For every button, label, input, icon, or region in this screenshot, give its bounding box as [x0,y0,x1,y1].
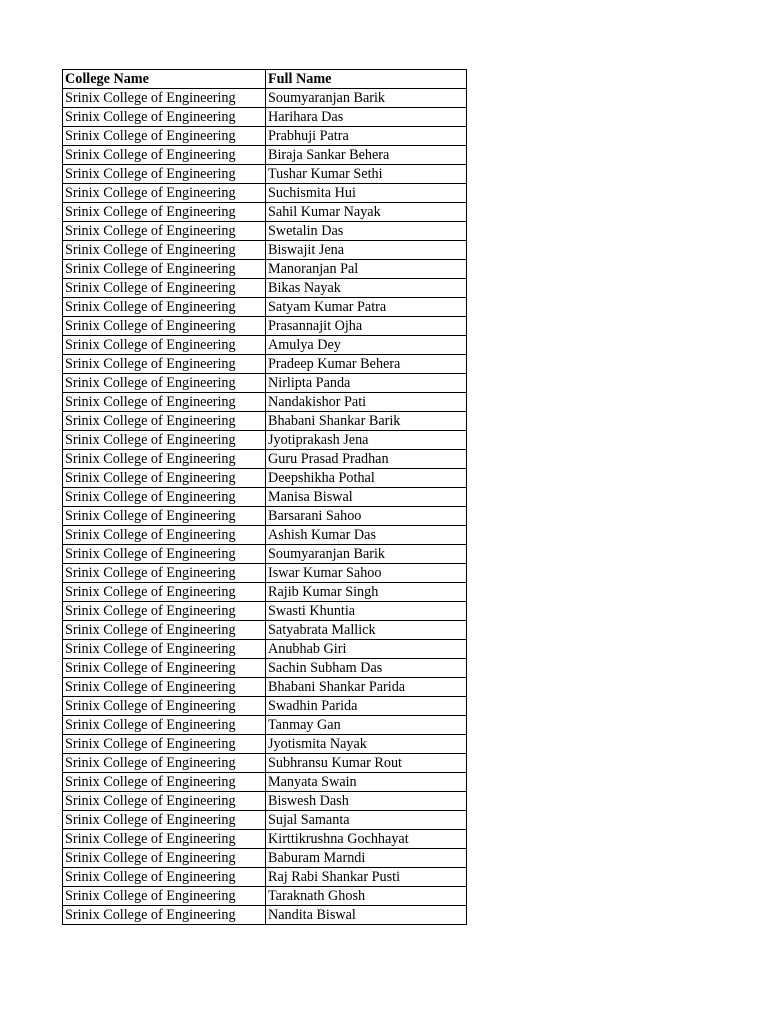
table-header-row [63,70,467,89]
full-name-cell: Satyam Kumar Patra [266,298,467,317]
full-name-cell: Satyabrata Mallick [266,621,467,640]
college-name-cell: Srinix College of Engineering [63,868,266,887]
table-row [63,906,467,925]
full-name-cell: Jyotiprakash Jena [266,431,467,450]
table-row [63,716,467,735]
full-name-cell: Barsarani Sahoo [266,507,467,526]
full-name-cell: Raj Rabi Shankar Pusti [266,868,467,887]
college-name-cell: Srinix College of Engineering [63,507,266,526]
table-row [63,108,467,127]
table-row [63,526,467,545]
full-name-cell: Anubhab Giri [266,640,467,659]
full-name-cell: Bhabani Shankar Parida [266,678,467,697]
full-name-cell: Harihara Das [266,108,467,127]
full-name-cell: Kirttikrushna Gochhayat [266,830,467,849]
full-name-cell: Soumyaranjan Barik [266,545,467,564]
table-row [63,697,467,716]
table-row [63,830,467,849]
college-name-cell: Srinix College of Engineering [63,431,266,450]
college-name-cell: Srinix College of Engineering [63,735,266,754]
college-name-cell: Srinix College of Engineering [63,526,266,545]
full-name-cell: Ashish Kumar Das [266,526,467,545]
table-row [63,431,467,450]
table-row [63,450,467,469]
full-name-cell: Rajib Kumar Singh [266,583,467,602]
college-name-cell: Srinix College of Engineering [63,488,266,507]
full-name-cell: Manyata Swain [266,773,467,792]
full-name-cell: Amulya Dey [266,336,467,355]
college-name-cell: Srinix College of Engineering [63,545,266,564]
college-name-cell: Srinix College of Engineering [63,184,266,203]
college-name-cell: Srinix College of Engineering [63,887,266,906]
full-name-cell: Baburam Marndi [266,849,467,868]
college-name-cell: Srinix College of Engineering [63,412,266,431]
full-name-cell: Manisa Biswal [266,488,467,507]
college-name-cell: Srinix College of Engineering [63,906,266,925]
table-row [63,602,467,621]
full-name-cell: Iswar Kumar Sahoo [266,564,467,583]
table-row [63,127,467,146]
table-row [63,564,467,583]
college-name-cell: Srinix College of Engineering [63,127,266,146]
college-name-cell: Srinix College of Engineering [63,165,266,184]
full-name-cell: Sahil Kumar Nayak [266,203,467,222]
college-name-cell: Srinix College of Engineering [63,830,266,849]
full-name-cell: Bikas Nayak [266,279,467,298]
table-row [63,735,467,754]
full-name-cell: Prasannajit Ojha [266,317,467,336]
full-name-cell: Swasti Khuntia [266,602,467,621]
table-row [63,792,467,811]
full-name-cell: Biswesh Dash [266,792,467,811]
college-name-cell: Srinix College of Engineering [63,279,266,298]
college-name-cell: Srinix College of Engineering [63,564,266,583]
table-row [63,678,467,697]
table-row [63,89,467,108]
college-name-cell: Srinix College of Engineering [63,773,266,792]
table-row [63,887,467,906]
table-row [63,412,467,431]
college-name-cell: Srinix College of Engineering [63,355,266,374]
full-name-cell: Nirlipta Panda [266,374,467,393]
full-name-cell: Taraknath Ghosh [266,887,467,906]
table-row [63,545,467,564]
college-name-cell: Srinix College of Engineering [63,374,266,393]
college-name-cell: Srinix College of Engineering [63,583,266,602]
college-name-cell: Srinix College of Engineering [63,222,266,241]
college-name-header: College Name [63,70,266,89]
full-name-cell: Biswajit Jena [266,241,467,260]
full-name-cell: Soumyaranjan Barik [266,89,467,108]
full-name-cell: Pradeep Kumar Behera [266,355,467,374]
table-row [63,621,467,640]
full-name-cell: Nandakishor Pati [266,393,467,412]
full-name-cell: Tushar Kumar Sethi [266,165,467,184]
full-name-cell: Biraja Sankar Behera [266,146,467,165]
table-row [63,374,467,393]
full-name-cell: Tanmay Gan [266,716,467,735]
full-name-cell: Guru Prasad Pradhan [266,450,467,469]
table-row [63,165,467,184]
full-name-cell: Deepshikha Pothal [266,469,467,488]
college-name-cell: Srinix College of Engineering [63,241,266,260]
table-row [63,355,467,374]
table-row [63,146,467,165]
table-row [63,469,467,488]
table-row [63,488,467,507]
college-name-cell: Srinix College of Engineering [63,621,266,640]
table-row [63,754,467,773]
table-row [63,336,467,355]
college-name-cell: Srinix College of Engineering [63,849,266,868]
full-name-cell: Sujal Samanta [266,811,467,830]
college-name-cell: Srinix College of Engineering [63,146,266,165]
student-table [62,69,467,925]
table-row [63,773,467,792]
college-name-cell: Srinix College of Engineering [63,716,266,735]
table-row [63,507,467,526]
college-name-cell: Srinix College of Engineering [63,108,266,127]
college-name-cell: Srinix College of Engineering [63,203,266,222]
college-name-cell: Srinix College of Engineering [63,754,266,773]
full-name-cell: Bhabani Shankar Barik [266,412,467,431]
full-name-cell: Nandita Biswal [266,906,467,925]
full-name-cell: Jyotismita Nayak [266,735,467,754]
full-name-cell: Subhransu Kumar Rout [266,754,467,773]
college-name-cell: Srinix College of Engineering [63,298,266,317]
college-name-cell: Srinix College of Engineering [63,450,266,469]
table-row [63,298,467,317]
table-row [63,317,467,336]
college-name-cell: Srinix College of Engineering [63,792,266,811]
full-name-cell: Manoranjan Pal [266,260,467,279]
table-row [63,203,467,222]
college-name-cell: Srinix College of Engineering [63,640,266,659]
table-row [63,184,467,203]
table-body [63,89,467,925]
college-name-cell: Srinix College of Engineering [63,697,266,716]
college-name-cell: Srinix College of Engineering [63,89,266,108]
college-name-cell: Srinix College of Engineering [63,260,266,279]
full-name-cell: Sachin Subham Das [266,659,467,678]
full-name-cell: Swetalin Das [266,222,467,241]
table-row [63,811,467,830]
table-row [63,260,467,279]
table-row [63,659,467,678]
college-name-cell: Srinix College of Engineering [63,336,266,355]
table-row [63,640,467,659]
table-row [63,583,467,602]
college-name-cell: Srinix College of Engineering [63,678,266,697]
college-name-cell: Srinix College of Engineering [63,469,266,488]
table-row [63,241,467,260]
full-name-cell: Suchismita Hui [266,184,467,203]
table-row [63,849,467,868]
college-name-cell: Srinix College of Engineering [63,811,266,830]
college-name-cell: Srinix College of Engineering [63,659,266,678]
table-row [63,393,467,412]
full-name-header: Full Name [266,70,467,89]
table-row [63,222,467,241]
college-name-cell: Srinix College of Engineering [63,393,266,412]
table-row [63,279,467,298]
college-name-cell: Srinix College of Engineering [63,317,266,336]
table-row [63,868,467,887]
full-name-cell: Prabhuji Patra [266,127,467,146]
college-name-cell: Srinix College of Engineering [63,602,266,621]
full-name-cell: Swadhin Parida [266,697,467,716]
